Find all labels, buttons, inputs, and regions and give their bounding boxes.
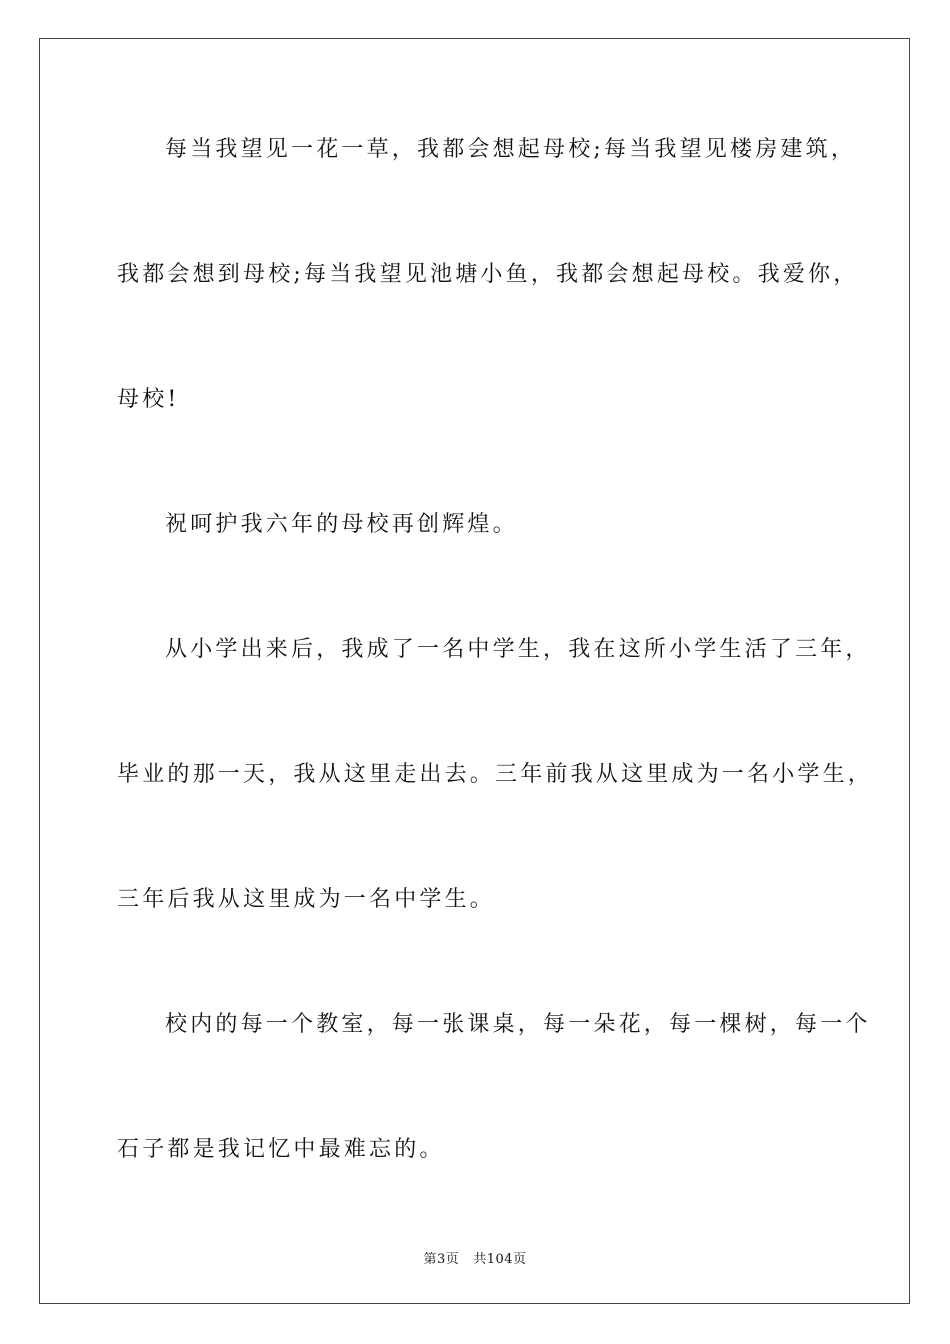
paragraph-line: 校内的每一个教室，每一张课桌，每一朵花，每一棵树，每一个	[165, 1012, 871, 1037]
page-footer	[0, 1248, 950, 1267]
paragraph-line: 从小学出来后，我成了一名中学生，我在这所小学生活了三年，	[165, 637, 871, 662]
page-total: 共104页	[473, 1252, 527, 1267]
paragraph-line: 毕业的那一天，我从这里走出去。三年前我从这里成为一名小学生，	[117, 762, 874, 787]
page-border	[39, 38, 910, 1304]
paragraph-line: 每当我望见一花一草，我都会想起母校;每当我望见楼房建筑，	[165, 137, 857, 162]
page-number: 第3页	[423, 1252, 460, 1267]
paragraph-line: 祝呵护我六年的母校再创辉煌。	[165, 512, 518, 537]
paragraph-line: 三年后我从这里成为一名中学生。	[117, 887, 496, 912]
paragraph-line: 母校!	[117, 387, 180, 412]
paragraph-line: 我都会想到母校;每当我望见池塘小鱼，我都会想起母校。我爱你，	[117, 262, 859, 287]
paragraph-line: 石子都是我记忆中最难忘的。	[117, 1137, 445, 1162]
